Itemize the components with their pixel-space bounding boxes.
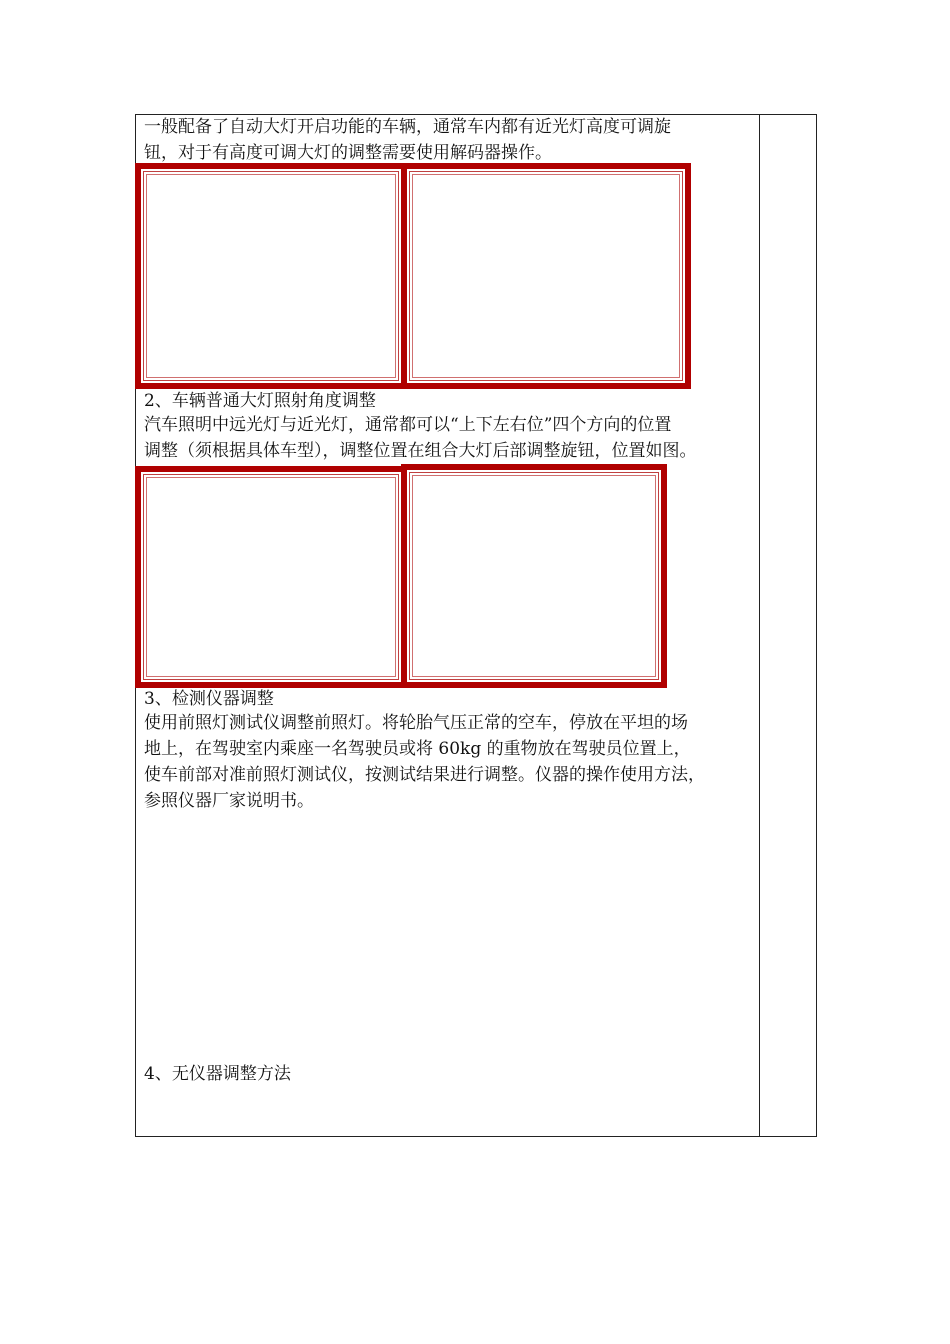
adjustment-knob-image-2 <box>401 464 667 688</box>
section-3-heading: 3、检测仪器调整 <box>144 689 274 709</box>
headlight-image-1 <box>135 163 407 389</box>
adjustment-knob-image-1 <box>135 466 407 688</box>
section-3-line-1: 使用前照灯测试仪调整前照灯。将轮胎气压正常的空车，停放在平坦的场 <box>144 713 688 733</box>
section-2-line-1: 汽车照明中远光灯与近光灯，通常都可以“上下左右位”四个方向的位置 <box>144 415 672 435</box>
section-2-heading: 2、车辆普通大灯照射角度调整 <box>144 391 376 411</box>
section-4-heading: 4、无仪器调整方法 <box>144 1064 291 1084</box>
section-3-line-4: 参照仪器厂家说明书。 <box>144 791 314 811</box>
intro-line-2: 钮，对于有高度可调大灯的调整需要使用解码器操作。 <box>144 143 552 163</box>
section-2-line-2: 调整（须根据具体车型），调整位置在组合大灯后部调整旋钮，位置如图。 <box>144 441 697 461</box>
headlight-image-2 <box>401 163 691 389</box>
section-3-line-3: 使车前部对准前照灯测试仪，按测试结果进行调整。仪器的操作使用方法， <box>144 765 705 785</box>
table-column-divider <box>759 114 760 1137</box>
intro-line-1: 一般配备了自动大灯开启功能的车辆，通常车内都有近光灯高度可调旋 <box>144 117 671 137</box>
section-3-line-2: 地上，在驾驶室内乘座一名驾驶员或将 60kg 的重物放在驾驶员位置上， <box>144 739 691 759</box>
